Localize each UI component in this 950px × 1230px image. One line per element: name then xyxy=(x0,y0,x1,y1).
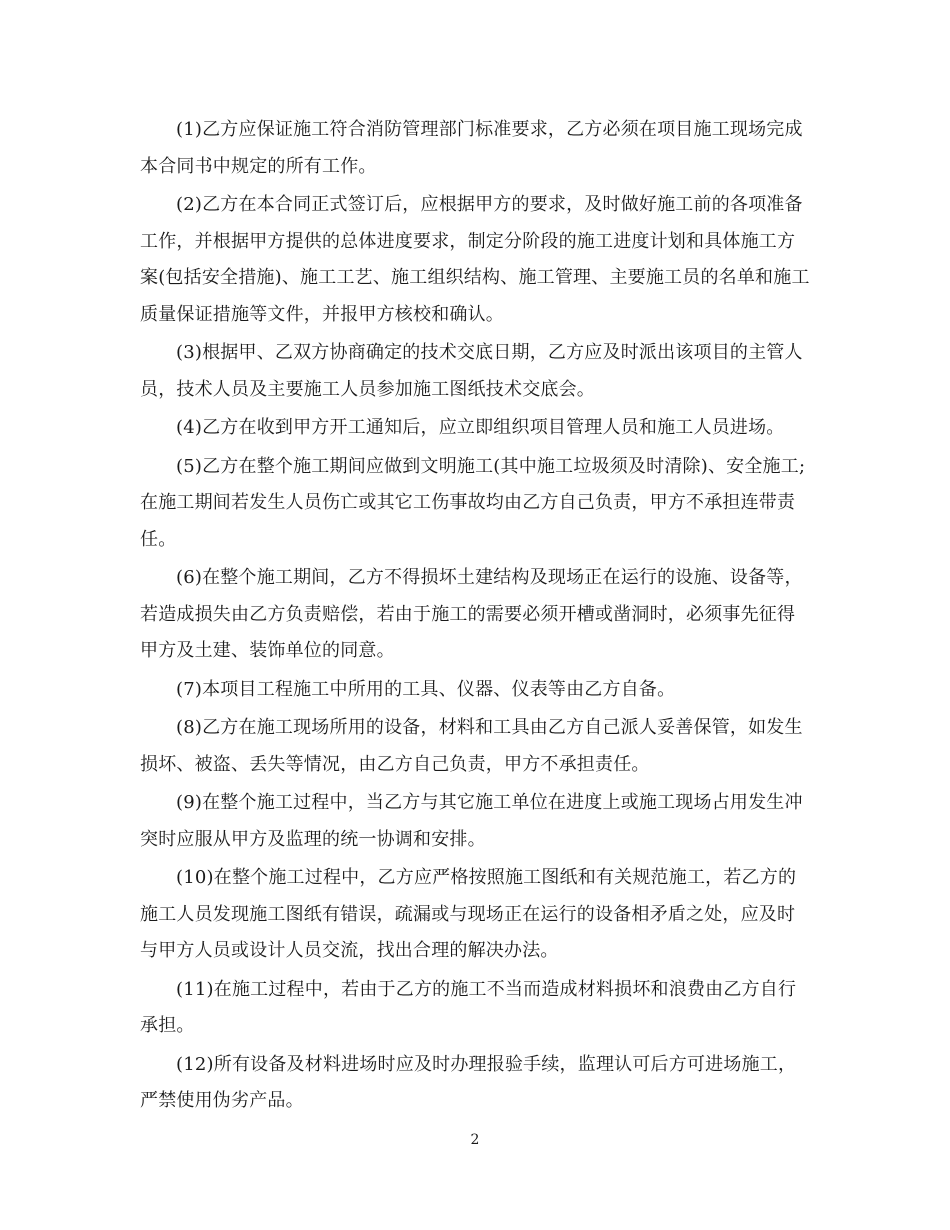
clause-7: (7)本项目工程施工中所用的工具、仪器、仪表等由乙方自备。 xyxy=(176,678,676,700)
page-number: 2 xyxy=(470,1132,480,1148)
clause-10: (10)在整个施工过程中，乙方应严格按照施工图纸和有关规范施工，若乙方的施工人员发现施工图纸有错误，疏漏或与现场正在运行的设备相矛盾之处，应及时与甲方人员或设计人员交流，找出合理的解决办法。 xyxy=(140,867,797,961)
clause-9: (9)在整个施工过程中，当乙方与其它施工单位在进度上或施工现场占用发生冲突时应服从甲方及监理的统一协调和安排。 xyxy=(140,792,803,850)
document-body xyxy=(140,112,812,1122)
clause-2: (2)乙方在本合同正式签订后，应根据甲方的要求，及时做好施工前的各项准备工作，并根据甲方提供的总体进度要求，制定分阶段的施工进度计划和具体施工方案(包括安全措施)、施工工艺、施工组织结构、施工管理、主要施工员的名单和施工质量保证措施等文件，并报甲方核校和确认。 xyxy=(140,194,810,325)
clause-3: (3)根据甲、乙双方协商确定的技术交底日期，乙方应及时派出该项目的主管人员，技术人员及主要施工人员参加施工图纸技术交底会。 xyxy=(140,342,803,400)
clause-11: (11)在施工过程中，若由于乙方的施工不当而造成材料损坏和浪费由乙方自行承担。 xyxy=(140,978,797,1036)
clause-5: (5)乙方在整个施工期间应做到文明施工(其中施工垃圾须及时清除)、安全施工;在施工期间若发生人员伤亡或其它工伤事故均由乙方自己负责，甲方不承担连带责任。 xyxy=(140,455,806,550)
clause-12: (12)所有设备及材料进场时应及时办理报验手续，监理认可后方可进场施工，严禁使用伪劣产品。 xyxy=(140,1053,797,1111)
clause-4: (4)乙方在收到甲方开工通知后，应立即组织项目管理人员和施工人员进场。 xyxy=(176,417,785,438)
clause-8: (8)乙方在施工现场所用的设备，材料和工具由乙方自己派人妥善保管，如发生损坏、被盗、丢失等情况，由乙方自己负责，甲方不承担责任。 xyxy=(140,717,803,775)
clause-1: (1)乙方应保证施工符合消防管理部门标准要求，乙方必须在项目施工现场完成本合同书中规定的所有工作。 xyxy=(140,119,803,177)
clause-6: (6)在整个施工期间，乙方不得损坏土建结构及现场正在运行的设施、设备等，若造成损失由乙方负责赔偿，若由于施工的需要必须开槽或凿洞时，必须事先征得甲方及土建、装饰单位的同意。 xyxy=(140,567,803,661)
